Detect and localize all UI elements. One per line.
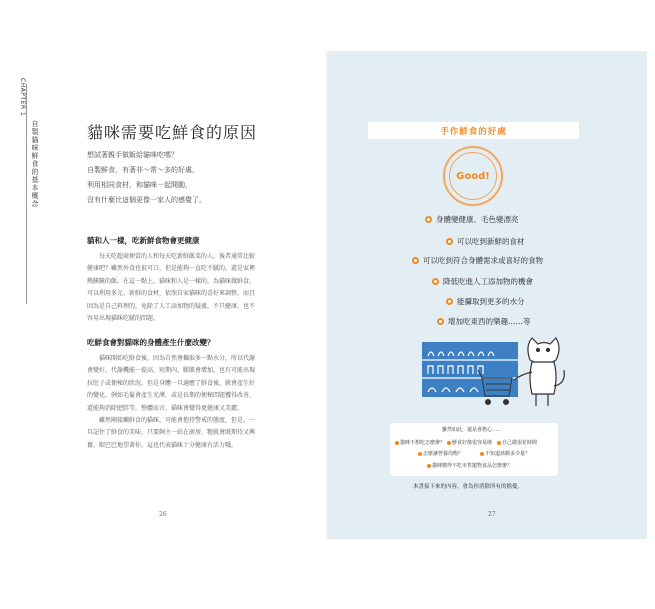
worries-heading: 雖然如此，還是會擔心…… (442, 427, 503, 433)
benefit-item (432, 276, 533, 287)
paragraph-line: 雖然剛接觸鮮食的貓咪，可能會抱持警戒的態度，但是，一 (99, 417, 256, 425)
paragraph-line: 拉肚子或便秘的狀況，但是身體一旦適應了鮮食後，就會產生好 (87, 379, 256, 387)
benefit-item (446, 236, 525, 247)
good-label: Good! (456, 170, 490, 182)
chapter-title: 自製貓咪鮮食的基本概念 (31, 120, 39, 208)
bullet-icon (446, 238, 453, 245)
chapter-divider (26, 84, 27, 304)
worry-item (418, 450, 463, 457)
shelf-icon (422, 342, 518, 397)
bullet-icon (427, 464, 431, 468)
worry-item (395, 439, 445, 446)
worry-text: 怎麼讓營養均衡？ (423, 451, 464, 457)
benefit-text: 增加吃東西的樂趣……等 (448, 317, 531, 326)
benefit-text: 降低吃進人工添加物的機會 (443, 277, 533, 286)
intro-line: 利用相同食材，和貓咪一起開動， (87, 181, 192, 189)
paragraph-line: 熱騰騰的飯。在這一點上，貓咪和人是一樣的，為貓咪做鮮食， (87, 277, 256, 285)
benefit-item (425, 214, 519, 225)
intro-text (87, 148, 287, 208)
section-title: 貓和人一樣，吃新鮮食物會更健康 (87, 236, 200, 245)
intro-line: 想試著親手做飯給貓咪吃嗎？ (87, 151, 178, 159)
benefit-text: 可以吃到新鮮的食材 (457, 237, 525, 246)
worry-text: 自己做很花時間 (502, 440, 538, 446)
paragraph-line: 會變好，代謝機能一提高，短期內，膨脹會增加，也有可能出現 (87, 367, 256, 375)
page-number-right: 27 (488, 511, 496, 518)
paragraph-line: 容易出現貓咪吃膩的問題。 (87, 315, 160, 323)
worry-text: 貓咪變得不吃市售寵物食品怎麼辦？ (432, 463, 513, 469)
worry-text: 不知道該餵多少量？ (485, 451, 531, 457)
section-title: 吃鮮食會對貓咪的身體產生什麼改變？ (87, 338, 215, 347)
worry-text: 貓咪不想吃怎麼辦？ (400, 440, 446, 446)
worry-text: 鮮食好像很容易壞 (452, 440, 493, 446)
page-number-left: 26 (159, 511, 167, 518)
good-badge (443, 146, 503, 206)
bullet-icon (437, 318, 444, 325)
worry-item (427, 462, 512, 469)
footnote: 本書接下來的內容，會為你消除所有的擔憂。 (413, 484, 524, 490)
paragraph-line: 奮，眼巴巴地望著你，這也代表貓咪十分健康有活力哦。 (87, 441, 238, 449)
paragraph-line: 的變化，例如毛髮會產生光澤，或是長期的便秘問題獲得改善， (87, 392, 256, 400)
benefit-item (437, 316, 531, 327)
worry-item (447, 439, 492, 446)
benefit-item (446, 296, 525, 307)
benefits-title-box (368, 122, 579, 139)
bullet-icon (480, 452, 484, 456)
section-paragraph (87, 353, 292, 452)
paragraph-line: 旦記住了鮮食的美味，只要飼主一站在廚房，牠就會既期待又興 (87, 429, 256, 437)
bullet-icon (446, 298, 453, 305)
benefit-text: 可以吃到符合身體需求或喜好的食物 (423, 256, 543, 265)
cat-icon (514, 338, 564, 406)
section-paragraph (87, 251, 292, 325)
benefit-text: 能攝取到更多的水分 (457, 297, 525, 306)
bullet-icon (395, 441, 399, 445)
bullet-icon (412, 257, 419, 264)
benefits-title: 手作鮮食的好處 (440, 126, 507, 137)
bullet-icon (432, 278, 439, 285)
intro-line: 自製鮮食，有著非～常～多的好處， (87, 166, 199, 174)
benefit-text: 身體變健康、毛色變漂亮 (436, 215, 519, 224)
intro-line: 沒有什麼比這個更像一家人的感覺了。 (87, 196, 206, 204)
bullet-icon (425, 216, 432, 223)
cat-shopping-illustration (420, 330, 570, 415)
bullet-icon (418, 452, 422, 456)
page-title: 貓咪需要吃鮮食的原因 (87, 123, 258, 142)
paragraph-line: 可以利用多元、新鮮的食材，依照自家貓咪的喜好來調整，而且 (87, 290, 256, 298)
book-gutter (326, 51, 330, 539)
worry-item (480, 450, 530, 457)
paragraph-line: 健康吧？雖然外食也很可口，但是能夠一直吃不膩的，還是家裡 (87, 265, 256, 273)
paragraph-line: 貓咪開始吃鮮食後，因為自然會攝取多一點水分，所以代謝 (99, 355, 256, 362)
paragraph-line: 每天吃超商便當的人和每天吃新鮮飯菜的人，後者通常比較 (99, 253, 256, 260)
paragraph-line: 還能夠消除肥胖等，整體而言，貓咪會變得更健康又美麗。 (87, 404, 244, 412)
bullet-icon (447, 441, 451, 445)
worry-item (497, 439, 537, 446)
benefit-item (412, 255, 543, 266)
bullet-icon (497, 441, 501, 445)
chapter-label: CHAPTER 1 (19, 78, 26, 117)
paragraph-line: 因為是自己料理的，免除了人工添加物的疑慮，不只健康，也不 (87, 302, 256, 310)
